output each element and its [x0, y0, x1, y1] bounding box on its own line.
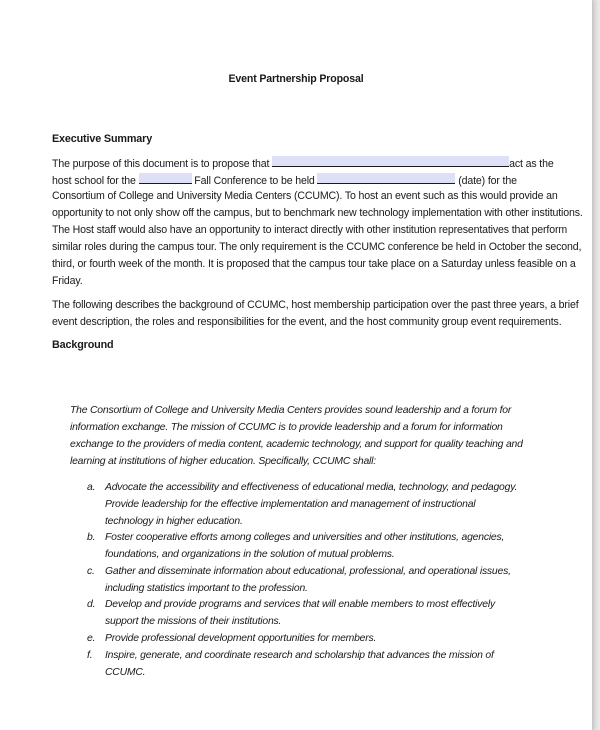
institution-name-field[interactable] — [272, 156, 509, 167]
background-heading: Background — [52, 339, 114, 351]
summary-line-7: third, or fourth week of the month. It is proposed that the campus tour take place on a Saturday unless feasible on a — [52, 258, 576, 270]
executive-summary-heading: Executive Summary — [52, 133, 153, 145]
conference-year-field[interactable] — [139, 173, 192, 184]
summary-p2-line-1: The following describes the background of CCUMC, host membership participation over the past three years, a brief — [52, 299, 579, 311]
list-item-f-line-2: CCUMC. — [105, 667, 146, 678]
list-item-e-line-1: Provide professional development opportunities for members. — [105, 633, 377, 644]
list-marker-c: c. — [87, 566, 95, 577]
summary-line-8: Friday. — [52, 275, 83, 287]
list-marker-e: e. — [87, 633, 96, 644]
summary-line-4: opportunity to not only show off the campus, but to benchmark new technology implementation with other institutions. — [52, 207, 583, 219]
background-intro-line-1: The Consortium of College and University Media Centers provides sound leadership and a forum for — [70, 405, 512, 416]
list-item-d-line-1: Develop and provide programs and services that will enable members to most effectively — [105, 599, 495, 610]
conference-date-field[interactable] — [317, 173, 455, 184]
list-marker-f: f. — [87, 650, 93, 661]
list-item-c-line-2: including statistics important to the profession. — [105, 583, 308, 594]
summary-line-2 — [52, 173, 517, 188]
list-marker-a: a. — [87, 482, 96, 493]
list-item-d-line-2: support the missions of their institutions. — [105, 616, 282, 627]
summary-line-2-end: (date) for the — [455, 175, 517, 187]
summary-line-5: The Host staff would also have an opportunity to interact directly with other institution representatives that perform — [52, 224, 568, 236]
summary-line-6: similar roles during the campus tour. The only requirement is the CCUMC conference be held in October the second, — [52, 241, 582, 253]
summary-line-2-mid: Fall Conference to be held — [191, 175, 318, 187]
summary-line-1 — [52, 156, 554, 171]
list-item-b-line-2: foundations, and organizations in the solution of mutual problems. — [105, 549, 395, 560]
list-marker-d: d. — [87, 599, 96, 610]
list-item-f-line-1: Inspire, generate, and coordinate research and scholarship that advances the mission of — [105, 650, 494, 661]
background-intro-line-3: exchange to the providers of media content, academic technology, and support for quality teaching and — [70, 439, 523, 450]
list-item-c-line-1: Gather and disseminate information about educational, professional, and operational issues, — [105, 566, 511, 577]
list-item-a-line-1: Advocate the accessibility and effectiveness of educational media, technology, and pedagogy. — [105, 482, 518, 493]
list-item-a-line-2: Provide leadership for the effective implementation and management of instructional — [105, 499, 476, 510]
list-marker-b: b. — [87, 532, 96, 543]
summary-p2-line-2: event description, the roles and responsibilities for the event, and the host community group event requirements. — [52, 316, 562, 328]
summary-line-2-start: host school for the — [52, 175, 139, 187]
summary-line-3: Consortium of College and University Media Centers (CCUMC). To host an event such as this would provide an — [52, 190, 558, 202]
background-intro-line-4: learning at institutions of higher education. Specifically, CCUMC shall: — [70, 456, 376, 467]
document-title: Event Partnership Proposal — [228, 73, 364, 85]
background-intro-line-2: information exchange. The mission of CCUMC is to provide leadership and a forum for information — [70, 422, 503, 433]
summary-line-1-start: The purpose of this document is to propose that — [52, 158, 273, 170]
summary-line-1-end: act as the — [509, 158, 554, 170]
list-item-b-line-1: Foster cooperative efforts among colleges and universities and other institutions, agencies, — [105, 532, 505, 543]
list-item-a-line-3: technology in higher education. — [105, 516, 243, 527]
